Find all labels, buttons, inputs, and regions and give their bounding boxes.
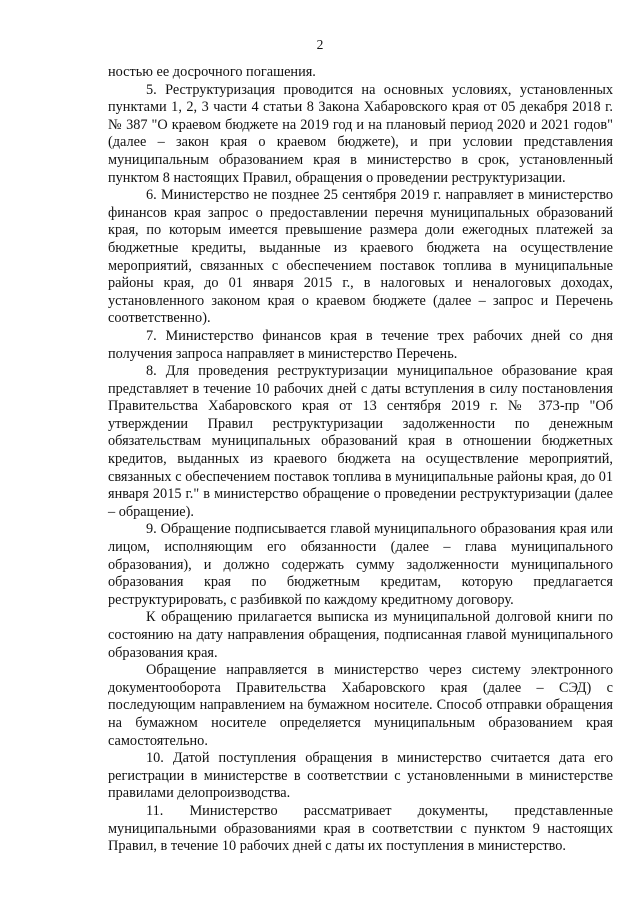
paragraph-item-7: 7. Министерство финансов края в течение трех рабочих дней со дня получения запроса направляет в министерство Перечень. bbox=[108, 327, 613, 362]
paragraph-continuation: ностью ее досрочного погашения. bbox=[108, 64, 316, 80]
paragraph-attachment: К обращению прилагается выписка из муниципальной долговой книги по состоянию на дату направления обращения, подписанная главой муниципального образования края. bbox=[108, 609, 613, 661]
paragraph-item-6: 6. Министерство не позднее 25 сентября 2019 г. направляет в министерство финансов края запрос о предоставлении перечня муниципальных образований края, по которым имеется превышение размера доли ежегодных платежей за бюджетные кредиты, выданные из краевого бюджета на осуществление мероприятий, связанных с обеспечением поставок топлива в муниципальные районы края, до 01 января 2015 г., в налоговых и неналоговых доходах, установленного законом края о краевом бюджете (далее – запрос и Перечень соответственно). bbox=[108, 187, 613, 327]
document-body bbox=[108, 64, 613, 856]
paragraph-item-8: 8. Для проведения реструктуризации муниципальное образование края представляет в течение 10 рабочих дней с даты вступления в силу постановления Правительства Хабаровского края от 13 сентября 2019 г. № 373-пр "Об утверждении Правил реструктуризации задолженности по денежным обязательствам муниципальных образований края в отношении бюджетных кредитов, выданных из краевого бюджета на осуществление мероприятий, связанных с обеспечением поставок топлива в муниципальные районы края, до 01 января 2015 г." в министерство обращение о проведении реструктуризации (далее – обращение). bbox=[108, 363, 613, 520]
paragraph-item-5: 5. Реструктуризация проводится на основных условиях, установленных пунктами 1, 2, 3 части 4 статьи 8 Закона Хабаровского края от 05 декабря 2018 г. № 387 "О краевом бюджете на 2019 год и на плановый период 2020 и 2021 годов" (далее – закон края о краевом бюджете), и при условии представления муниципальным образованием края в министерство в срок, установленный пунктом 8 настоящих Правил, обращения о проведении реструктуризации. bbox=[108, 81, 613, 186]
paragraph-item-9: 9. Обращение подписывается главой муниципального образования края или лицом, исполняющим его обязанности (далее – глава муниципального образования), и должно содержать сумму задолженности муниципального образования края по бюджетным кредитам, которую предлагается реструктурировать, с разбивкой по каждому кредитному договору. bbox=[108, 521, 613, 608]
page-number: 2 bbox=[316, 37, 324, 52]
paragraph-submission: Обращение направляется в министерство через систему электронного документооборота Правительства Хабаровского края (далее – СЭД) с последующим направлением на бумажном носителе. Способ отправки обращения на бумажном носителе определяется муниципальным образованием края самостоятельно. bbox=[108, 662, 613, 749]
paragraph-item-11: 11. Министерство рассматривает документы, представленные муниципальными образованиями края в соответствии с пунктом 9 настоящих Правил, в течение 10 рабочих дней с даты их поступления в министерство. bbox=[108, 802, 613, 855]
paragraph-item-10: 10. Датой поступления обращения в министерство считается дата его регистрации в министерстве в соответствии с установленными в министерстве правилами делопроизводства. bbox=[108, 750, 613, 802]
